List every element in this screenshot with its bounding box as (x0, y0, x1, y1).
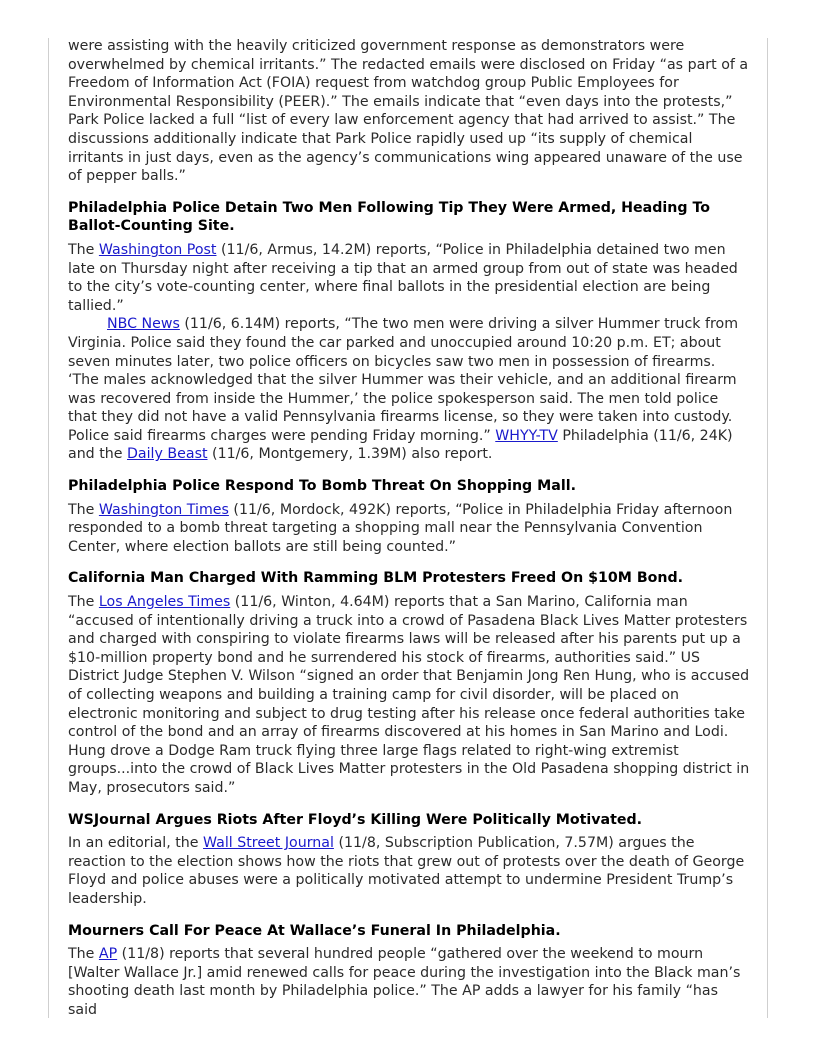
story-headline: California Man Charged With Ramming BLM Protesters Freed On $10M Bond. (68, 570, 684, 587)
story-paragraph: NBC News (11/6, 6.14M) reports, “The two men were driving a silver Hummer truck from Virginia. Police said they found the car parked and unoccupied around 10:20 p.m. ET; about seven minutes later, two police officers on bicycles saw two men in possession of firearms. ‘The males acknowledged that the silver Hummer was their vehicle, and an additional firearm was recovered from inside the Hummer,’ the police spokesperson said. The men told police that they did not have a valid Pennsylvania firearms license, so they were taken into custody. Police said firearms charges were pending Friday morning.” WHYY-TV Philadelphia (11/6, 24K) and the Daily Beast (11/6, Montgemery, 1.39M) also report. (68, 316, 739, 463)
story-wsj-editorial (68, 811, 750, 909)
story-california-bond (68, 569, 750, 797)
story-paragraph: In an editorial, the Wall Street Journal (11/8, Subscription Publication, 7.57M) argues the reaction to the election shows how the riots that grew out of protests over the death of George Floyd and police abuses were a politically motivated attempt to undermine President Trump’s leadership. (68, 835, 745, 907)
source-link-nbc-news[interactable]: NBC News (107, 316, 180, 333)
story-philly-detain (68, 199, 750, 464)
story-paragraph: The Los Angeles Times (11/6, Winton, 4.64M) reports that a San Marino, California man “accused of intentionally driving a truck into a crowd of Pasadena Black Lives Matter protesters and charged with conspiring to violate firearms laws will be released after his parents put up a $10-million property bond and he surrendered his stock of firearms, authorities said.” US District Judge Stephen V. Wilson “signed an order that Benjamin Jong Ren Hung, who is accused of collecting weapons and building a training camp for civil disorder, will be placed on electronic monitoring and subject to drug testing after his release once federal authorities take control of the bond and an array of firearms discovered at his homes in San Marino and Lodi. Hung drove a Dodge Ram truck flying three large flags related to right-wing extremist groups...into the crowd of Black Lives Matter protesters in the Old Pasadena shopping district in May, prosecutors said.” (68, 594, 750, 796)
right-margin-rule (767, 38, 768, 1018)
intro-paragraph: were assisting with the heavily criticized government response as demonstrators were overwhelmed by chemical irritants.” The redacted emails were disclosed on Friday “as part of a Freedom of Information Act (FOIA) request from watchdog group Public Employees for Environmental Responsibility (PEER).” The emails indicate that “even days into the protests,” Park Police lacked a full “list of every law enforcement agency that had arrived to assist.” The discussions additionally indicate that Park Police rapidly used up “its supply of chemical irritants in just days, even as the agency’s communications wing appeared unaware of the use of pepper balls.” (68, 38, 749, 185)
source-link-washington-times[interactable]: Washington Times (98, 501, 229, 518)
source-link-daily-beast[interactable]: Daily Beast (127, 446, 208, 463)
story-headline: Philadelphia Police Respond To Bomb Threat On Shopping Mall. (68, 478, 576, 495)
document-body (68, 37, 750, 1033)
story-headline: WSJournal Argues Riots After Floyd’s Killing Were Politically Motivated. (68, 811, 643, 828)
story-paragraph: The AP (11/8) reports that several hundred people “gathered over the weekend to mourn [Walter Wallace Jr.] amid renewed calls for peace during the investigation into the Black man’s shooting death last month by Philadelphia police.” The AP adds a lawyer for his family “has said (68, 946, 741, 1018)
story-bomb-threat (68, 477, 750, 556)
source-link-washington-post[interactable]: Washington Post (98, 241, 217, 258)
source-link-los-angeles-times[interactable]: Los Angeles Times (98, 594, 231, 611)
source-link-wall-street-journal[interactable]: Wall Street Journal (203, 835, 334, 852)
story-paragraph: The Washington Times (11/6, Mordock, 492K) reports, “Police in Philadelphia Friday afternoon responded to a bomb threat targeting a shopping mall near the Pennsylvania Convention Center, where election ballots are still being counted.” (68, 501, 733, 555)
story-headline: Philadelphia Police Detain Two Men Following Tip They Were Armed, Heading To Ballot-Counting Site. (68, 199, 711, 235)
story-headline: Mourners Call For Peace At Wallace’s Funeral In Philadelphia. (68, 922, 561, 939)
source-link-ap[interactable]: AP (98, 946, 118, 963)
story-paragraph: The Washington Post (11/6, Armus, 14.2M) reports, “Police in Philadelphia detained two men late on Thursday night after receiving a tip that an armed group from out of state was headed to the city’s vote-counting center, where final ballots in the presidential election are being tallied.” (68, 241, 738, 314)
source-link-whyy-tv[interactable]: WHYY-TV (495, 427, 558, 444)
story-wallace-funeral (68, 922, 750, 1020)
left-margin-rule (48, 38, 49, 1018)
